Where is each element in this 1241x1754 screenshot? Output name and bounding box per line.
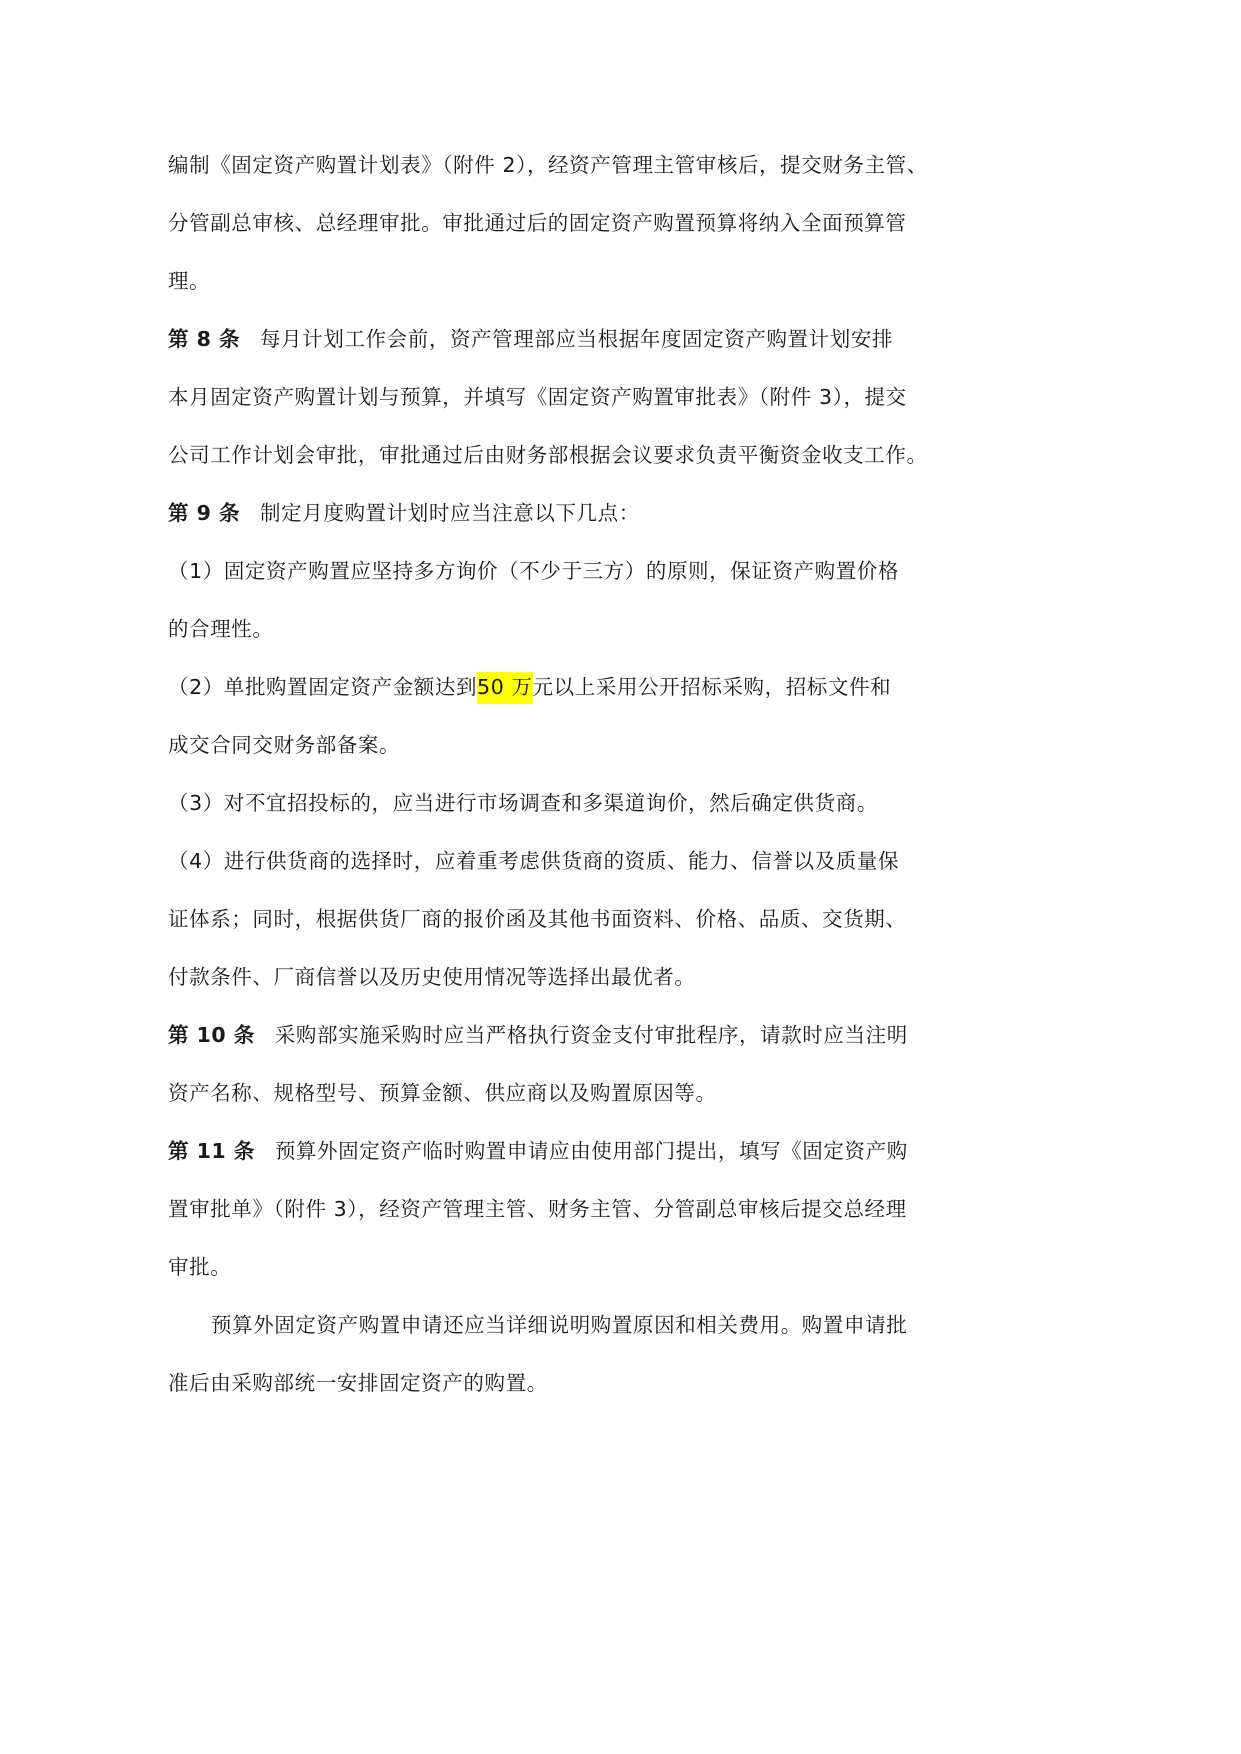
article-9 — [168, 493, 968, 533]
text-run: 编制《固定资产购置计划表》（附件 2），经资产管理主管审核后，提交财务主管、 — [168, 153, 928, 177]
paragraph-line — [168, 377, 968, 417]
paragraph-line — [168, 609, 968, 649]
text-run: 公司工作计划会审批，审批通过后由财务部根据会议要求负责平衡资金收支工作。 — [168, 443, 928, 467]
text-run: 采购部实施采购时应当严格执行资金支付审批程序，请款时应当注明 — [274, 1023, 908, 1047]
text-run: 准后由采购部统一安排固定资产的购置。 — [168, 1371, 548, 1395]
text-run: （2）单批购置固定资产金额达到 — [168, 675, 478, 699]
paragraph-line — [168, 1073, 968, 1113]
text-run: 预算外固定资产购置申请还应当详细说明购置原因和相关费用。购置申请批 — [211, 1313, 908, 1337]
text-run: 本月固定资产购置计划与预算，并填写《固定资产购置审批表》（附件 3），提交 — [168, 385, 907, 409]
paragraph-line — [168, 435, 968, 475]
text-run: 制定月度购置计划时应当注意以下几点： — [260, 501, 640, 525]
text-run: 预算外固定资产临时购置申请应由使用部门提出，填写《固定资产购 — [274, 1139, 908, 1163]
list-item-2 — [168, 667, 968, 707]
paragraph-line — [168, 1247, 968, 1287]
indented-paragraph — [211, 1305, 1011, 1345]
list-item-4 — [168, 841, 968, 881]
text-run: 分管副总审核、总经理审批。审批通过后的固定资产购置预算将纳入全面预算管 — [168, 211, 907, 235]
article-number: 第 11 条 — [168, 1139, 255, 1163]
text-run: （4）进行供货商的选择时，应着重考虑供货商的资质、能力、信誉以及质量保 — [168, 849, 900, 873]
paragraph-line — [168, 725, 968, 765]
text-run: 置审批单》（附件 3），经资产管理主管、财务主管、分管副总审核后提交总经理 — [168, 1197, 907, 1221]
text-run: 每月计划工作会前，资产管理部应当根据年度固定资产购置计划安排 — [260, 327, 894, 351]
paragraph-line — [168, 1189, 968, 1229]
article-number: 第 8 条 — [168, 327, 241, 351]
article-11 — [168, 1131, 968, 1171]
text-run: （1）固定资产购置应坚持多方询价（不少于三方）的原则，保证资产购置价格 — [168, 559, 900, 583]
article-number: 第 9 条 — [168, 501, 241, 525]
paragraph-line — [168, 261, 968, 301]
article-8 — [168, 319, 968, 359]
text-run: 理。 — [168, 269, 211, 293]
text-run: 证体系；同时，根据供货厂商的报价函及其他书面资料、价格、品质、交货期、 — [168, 907, 907, 931]
paragraph-line — [168, 145, 968, 185]
paragraph-line — [168, 957, 968, 997]
article-number: 第 10 条 — [168, 1023, 255, 1047]
highlighted-amount: 50 万 — [477, 672, 533, 704]
text-run: 成交合同交财务部备案。 — [168, 733, 401, 757]
article-10 — [168, 1015, 968, 1055]
text-run: （3）对不宜招投标的，应当进行市场调查和多渠道询价，然后确定供货商。 — [168, 791, 878, 815]
paragraph-line — [168, 1363, 968, 1403]
text-run: 审批。 — [168, 1255, 232, 1279]
paragraph-line — [168, 899, 968, 939]
list-item-3 — [168, 783, 968, 823]
text-run: 元以上采用公开招标采购，招标文件和 — [532, 675, 892, 699]
list-item-1 — [168, 551, 968, 591]
text-run: 的合理性。 — [168, 617, 274, 641]
text-run: 付款条件、厂商信誉以及历史使用情况等选择出最优者。 — [168, 965, 696, 989]
paragraph-line — [168, 203, 968, 243]
text-run: 资产名称、规格型号、预算金额、供应商以及购置原因等。 — [168, 1081, 717, 1105]
